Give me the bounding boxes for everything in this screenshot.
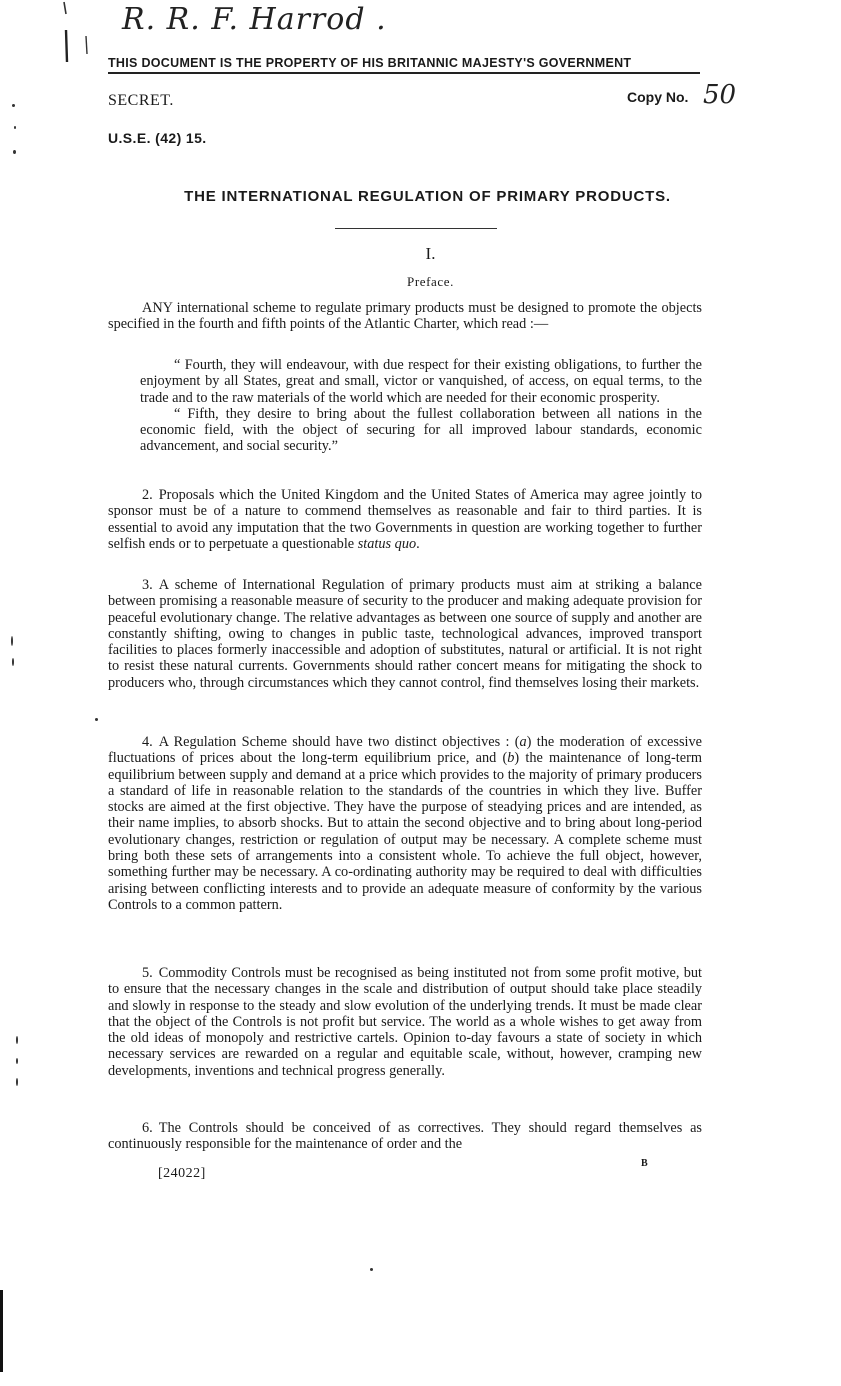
paragraph-number: 4. bbox=[142, 734, 153, 750]
paragraph-text-end: . bbox=[416, 535, 420, 552]
intro-text: ANY international scheme to regulate primary products must be designed to promote the objects specified in the fourth and fifth points of the Atlantic Charter, which read :— bbox=[108, 300, 702, 333]
paragraph-5 bbox=[108, 965, 702, 1079]
signature-mark: B bbox=[641, 1158, 648, 1169]
copy-number: 50 bbox=[703, 80, 737, 110]
paragraph-number: 5. bbox=[142, 965, 153, 981]
intro-paragraph bbox=[108, 300, 702, 333]
scan-speck bbox=[95, 718, 98, 721]
paragraph-text: The Controls should be conceived of as correctives. They should regard themselves as continuously responsible for the maintenance of order and the bbox=[108, 1120, 702, 1153]
paragraph-2 bbox=[108, 487, 702, 552]
document-title: THE INTERNATIONAL REGULATION OF PRIMARY PRODUCTS. bbox=[184, 188, 671, 205]
pencil-marks-icon bbox=[60, 0, 100, 70]
scan-speck bbox=[12, 104, 15, 107]
margin-bracket-mark bbox=[16, 1058, 18, 1064]
print-code: [24022] bbox=[158, 1166, 206, 1181]
margin-bracket-mark bbox=[12, 658, 14, 666]
scan-speck bbox=[370, 1268, 373, 1271]
paragraph-emphasis: status quo bbox=[357, 535, 417, 552]
classification-label: SECRET. bbox=[108, 92, 174, 109]
scan-speck bbox=[14, 126, 16, 129]
paragraph-4 bbox=[108, 734, 702, 913]
charter-quote-block bbox=[140, 357, 702, 455]
paragraph-3 bbox=[108, 577, 702, 691]
margin-bracket-mark bbox=[16, 1078, 18, 1086]
paragraph-text-2: ) the moderation of excessive fluctuations of prices about the long-term equilibrium price, and ( bbox=[108, 734, 702, 767]
item-label-b: b bbox=[507, 750, 515, 767]
paragraph-text-3: ) the maintenance of long-term equilibrium between supply and demand at a price which provides to the majority of primary producers a standard of life in reasonable relation to the standards of the countries in which they live. Buffer stocks are aimed at the first objective. They have the purpose of steadying prices and are intended, as their name implies, to absorb shocks. But to attain the second objective and to bring about long-period evolutionary changes, restriction or regulation of output may be necessary. A complete scheme must bring both these sets of arrangements into a consistent whole. To achieve the full object, however, something further may be necessary. A co-ordinating authority may be required to deal with difficulties arising between conflicting interests and to provide an adequate measure of conformity by the various Controls to a common pattern. bbox=[108, 750, 702, 913]
scan-speck bbox=[13, 150, 16, 154]
handwritten-signature: R. R. F. Harrod . bbox=[122, 2, 387, 37]
quote-fourth: “ Fourth, they will endeavour, with due respect for their existing obligations, to further the enjoyment by all States, great and small, victor or vanquished, of access, on equal terms, to the trade and to the raw materials of the world which are needed for their economic prosperity. bbox=[140, 357, 702, 406]
margin-bracket-mark bbox=[16, 1036, 18, 1044]
paragraph-6 bbox=[108, 1120, 702, 1153]
property-notice: THIS DOCUMENT IS THE PROPERTY OF HIS BRITANNIC MAJESTY'S GOVERNMENT bbox=[108, 56, 700, 74]
title-divider bbox=[335, 228, 497, 229]
section-numeral: I. bbox=[425, 244, 436, 263]
item-label-a: a bbox=[519, 734, 527, 750]
paragraph-text: Commodity Controls must be recognised as being instituted not from some profit motive, but to ensure that the necessary changes in the scale and distribution of output should take place steadily and slowly in response to the steady and slow evolution of the underlying trends. It must be made clear that the object of the Controls is not profit but service. The world as a whole wishes to get away from the old ideas of monopoly and restrictive cartels. Opinion to-day favours a state of society in which necessary services are rewarded on a regular and equitable scale, without, however, cramping new developments, inventions and technical progress generally. bbox=[108, 965, 702, 1079]
binding-edge-mark bbox=[0, 1290, 3, 1372]
paragraph-text: A Regulation Scheme should have two distinct objectives : ( bbox=[158, 734, 520, 750]
section-heading: Preface. bbox=[406, 274, 455, 289]
document-reference: U.S.E. (42) 15. bbox=[108, 130, 207, 146]
quote-fifth: “ Fifth, they desire to bring about the fullest collaboration between all nations in the economic field, with the object of securing for all improved labour standards, economic advancement, and social security.” bbox=[140, 405, 702, 455]
paragraph-text: Proposals which the United Kingdom and the United States of America may agree jointly to sponsor must be of a nature to commend themselves as reasonable and fair to third parties. It is essential to avoid any imputation that the two Governments in question are working together to further selfish ends or to perpetuate a questionable bbox=[108, 487, 702, 552]
margin-pencil-marks bbox=[60, 0, 100, 74]
margin-bracket-mark bbox=[11, 636, 13, 646]
paragraph-number: 6. bbox=[142, 1120, 153, 1136]
copy-label: Copy No. bbox=[627, 89, 689, 105]
paragraph-number: 2. bbox=[142, 487, 153, 503]
paragraph-text: A scheme of International Regulation of primary products must aim at striking a balance between promising a reasonable measure of security to the producer and making adequate provision for peaceful evolutionary change. The relative advantages as between one source of supply and another are constantly shifting, owing to changes in public taste, technological advances, improved transport facilities to places formerly inaccessible and adoption of substitutes, natural or artificial. It is not right to resist these natural currents. Governments should rather concert means for mitigating the shock to producers who, through circumstances which they cannot control, find themselves losing their markets. bbox=[108, 577, 702, 691]
paragraph-number: 3. bbox=[142, 577, 153, 593]
